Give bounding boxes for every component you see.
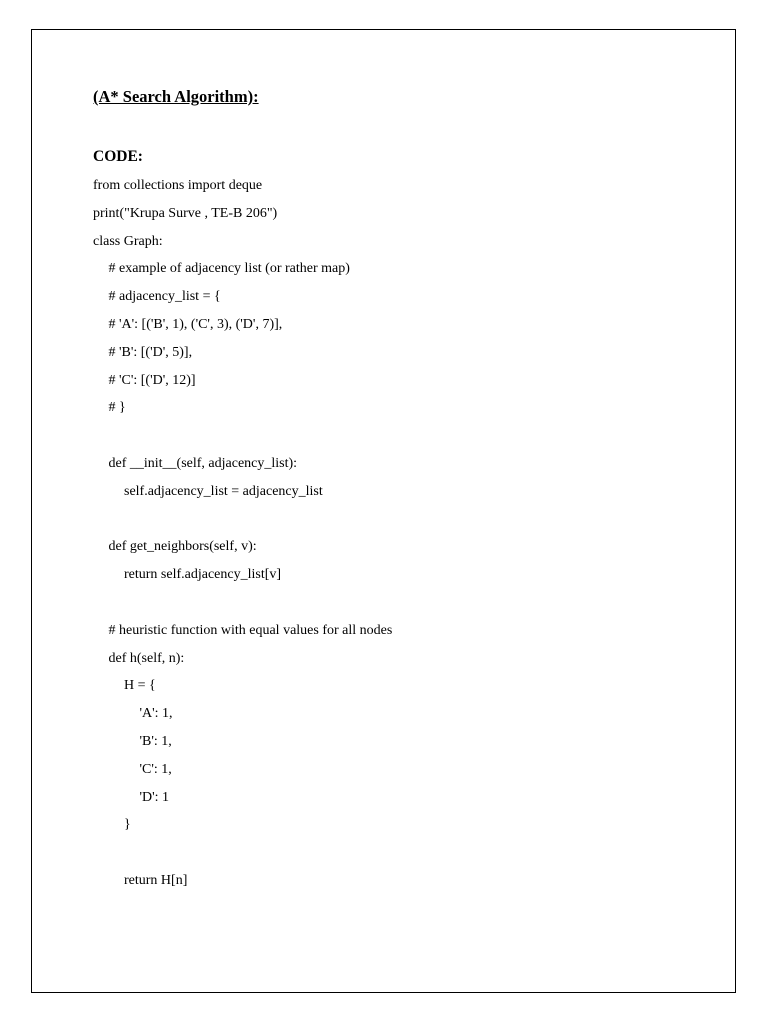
- code-line: H = {: [124, 678, 156, 694]
- code-line: [93, 506, 392, 534]
- code-line: def h(self, n):: [108, 650, 185, 666]
- code-line: def __init__(self, adjacency_list):: [108, 455, 298, 471]
- code-line: class Graph:: [93, 233, 163, 249]
- code-line: # }: [108, 400, 126, 416]
- code-line: 'B': 1,: [139, 733, 172, 749]
- code-line: }: [124, 817, 131, 833]
- code-line: return H[n]: [124, 872, 188, 888]
- code-block: [93, 172, 392, 895]
- code-line: # example of adjacency list (or rather map): [108, 261, 350, 277]
- code-line: return self.adjacency_list[v]: [124, 567, 282, 583]
- code-line: # adjacency_list = {: [108, 289, 221, 305]
- code-line: # 'B': [('D', 5)],: [108, 344, 193, 360]
- document-title: (A* Search Algorithm):: [93, 87, 259, 106]
- code-line: self.adjacency_list = adjacency_list: [124, 483, 323, 499]
- code-line: 'D': 1: [139, 789, 170, 805]
- code-line: 'A': 1,: [139, 706, 173, 722]
- code-line: # 'C': [('D', 12)]: [108, 372, 196, 388]
- code-heading: CODE:: [93, 148, 143, 165]
- code-line: [93, 589, 392, 617]
- code-line: [93, 422, 392, 450]
- code-line: def get_neighbors(self, v):: [108, 539, 257, 555]
- code-line: 'C': 1,: [139, 761, 172, 777]
- code-line: from collections import deque: [93, 178, 263, 193]
- code-line: print("Krupa Surve , TE-B 206"): [93, 205, 278, 221]
- code-line: # heuristic function with equal values for all nodes: [108, 622, 393, 638]
- code-line: # 'A': [('B', 1), ('C', 3), ('D', 7)],: [108, 316, 283, 332]
- code-line: [93, 839, 392, 867]
